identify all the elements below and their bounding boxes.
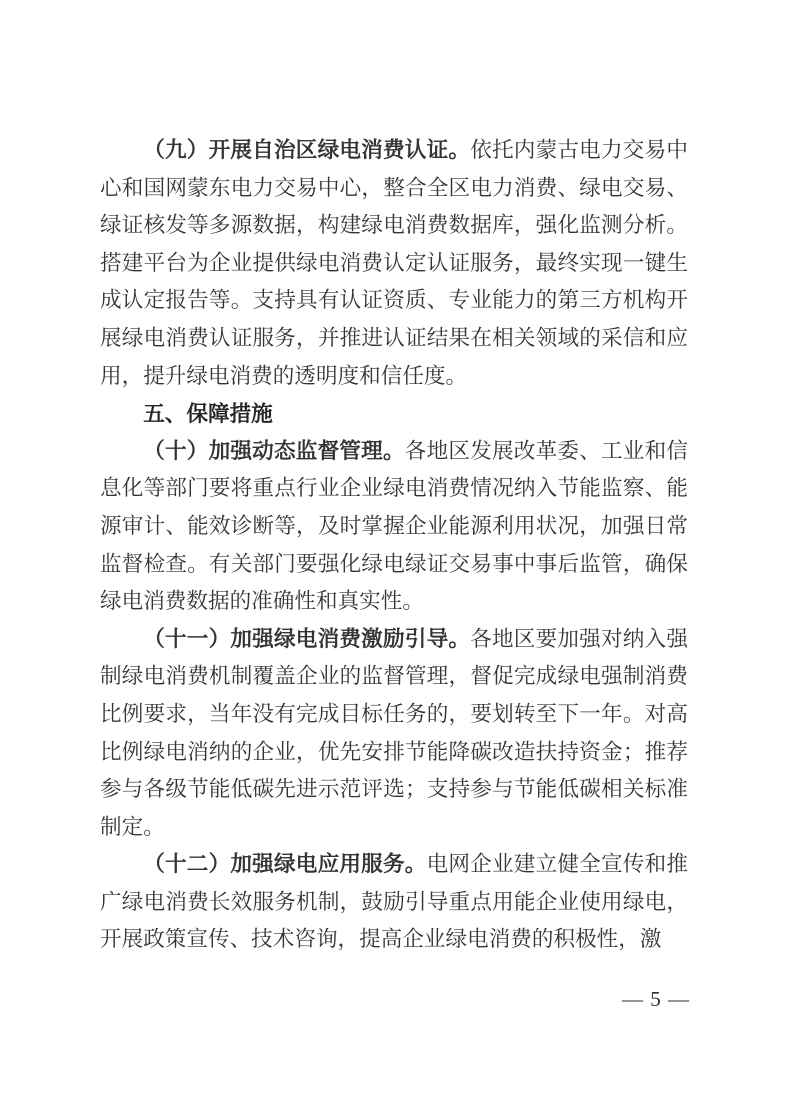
paragraph-lead: （十二）加强绿电应用服务。 xyxy=(143,852,427,877)
paragraph xyxy=(100,846,688,959)
document-body xyxy=(100,132,688,959)
paragraph-text: 各地区发展改革委、工业和信息化等部门要将重点行业企业绿电消费情况纳入节能监察、能源审计、能效诊断等，及时掌握企业能源利用状况，加强日常监督检查。有关部门要强化绿电绿证交易事中事后监管，确保绿电消费数据的准确性和真实性。 xyxy=(100,438,688,614)
page-number: — 5 — xyxy=(622,987,690,1011)
section-heading: 五、保障措施 xyxy=(143,401,273,427)
paragraph xyxy=(100,132,688,395)
paragraph xyxy=(100,621,688,847)
paragraph-lead: （十）加强动态监督管理。 xyxy=(143,438,405,463)
paragraph-text: 依托内蒙古电力交易中心和国网蒙东电力交易中心，整合全区电力消费、绿电交易、绿证核发等多源数据，构建绿电消费数据库，强化监测分析。搭建平台为企业提供绿电消费认定认证服务，最终实现一键生成认定报告等。支持具有认证资质、专业能力的第三方机构开展绿电消费认证服务，并推进认证结果在相关领域的采信和应用，提升绿电消费的透明度和信任度。 xyxy=(100,138,688,388)
page-footer xyxy=(622,984,690,1014)
paragraph xyxy=(100,433,688,621)
paragraph-text: 各地区要加强对纳入强制绿电消费机制覆盖企业的监督管理，督促完成绿电强制消费比例要求，当年没有完成目标任务的，要划转至下一年。对高比例绿电消纳的企业，优先安排节能降碳改造扶持资金；推荐参与各级节能低碳先进示范评选；支持参与节能低碳相关标准制定。 xyxy=(100,626,688,839)
paragraph-lead: （十一）加强绿电消费激励引导。 xyxy=(143,626,471,651)
paragraph-lead: （九）开展自治区绿电消费认证。 xyxy=(143,138,471,162)
paragraph-text: 电网企业建立健全宣传和推广绿电消费长效服务机制，鼓励引导重点用能企业使用绿电，开展政策宣传、技术咨询，提高企业绿电消费的积极性，激 xyxy=(100,852,688,952)
